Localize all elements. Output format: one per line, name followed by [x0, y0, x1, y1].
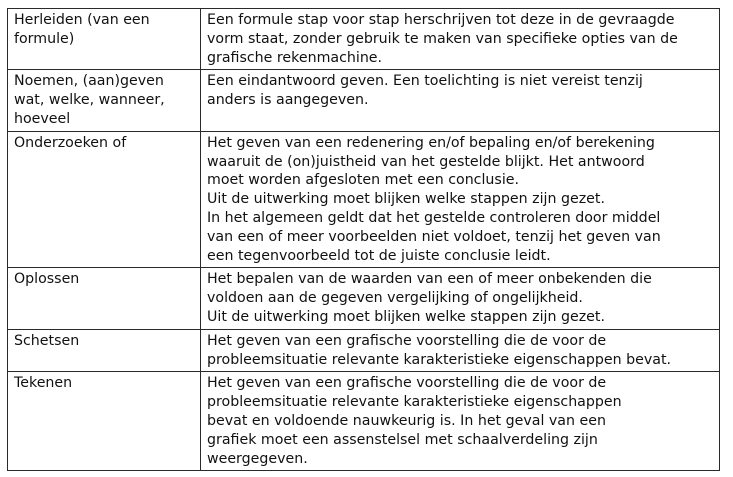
term-cell: Tekenen	[8, 372, 201, 471]
term-cell: Herleiden (van een formule)	[8, 9, 201, 70]
table-row	[8, 268, 720, 329]
definition-cell: Het geven van een grafische voorstelling die de voor de probleemsituatie relevante karakteristieke eigenschappen bevat en voldoende nauwkeurig is. In het geval van een grafiek moet een assenstelsel met schaalverdeling zijn weergegeven.	[201, 372, 720, 471]
definition-cell: Het geven van een redenering en/of bepaling en/of berekening waaruit de (on)juistheid van het gestelde blijkt. Het antwoord moet worden afgesloten met een conclusie. Uit de uitwerking moet blijken welke stappen zijn gezet. In het algemeen geldt dat het gestelde controleren door middel van een of meer voorbeelden niet voldoet, tenzij het geven van een tegenvoorbeeld tot de juiste conclusie leidt.	[201, 131, 720, 268]
term-cell: Oplossen	[8, 268, 201, 329]
table-row	[8, 131, 720, 268]
table-row	[8, 9, 720, 70]
term-cell: Noemen, (aan)geven wat, welke, wanneer, hoeveel	[8, 70, 201, 131]
table-row	[8, 329, 720, 372]
terms-table	[7, 8, 720, 471]
definition-cell: Het geven van een grafische voorstelling die de voor de probleemsituatie relevante karakteristieke eigenschappen bevat.	[201, 329, 720, 372]
term-cell: Onderzoeken of	[8, 131, 201, 268]
table-row	[8, 70, 720, 131]
term-cell: Schetsen	[8, 329, 201, 372]
definition-cell: Een eindantwoord geven. Een toelichting is niet vereist tenzij anders is aangegeven.	[201, 70, 720, 131]
table-row	[8, 372, 720, 471]
definition-cell: Een formule stap voor stap herschrijven tot deze in de gevraagde vorm staat, zonder gebruik te maken van specifieke opties van de grafische rekenmachine.	[201, 9, 720, 70]
definition-cell: Het bepalen van de waarden van een of meer onbekenden die voldoen aan de gegeven vergelijking of ongelijkheid. Uit de uitwerking moet blijken welke stappen zijn gezet.	[201, 268, 720, 329]
